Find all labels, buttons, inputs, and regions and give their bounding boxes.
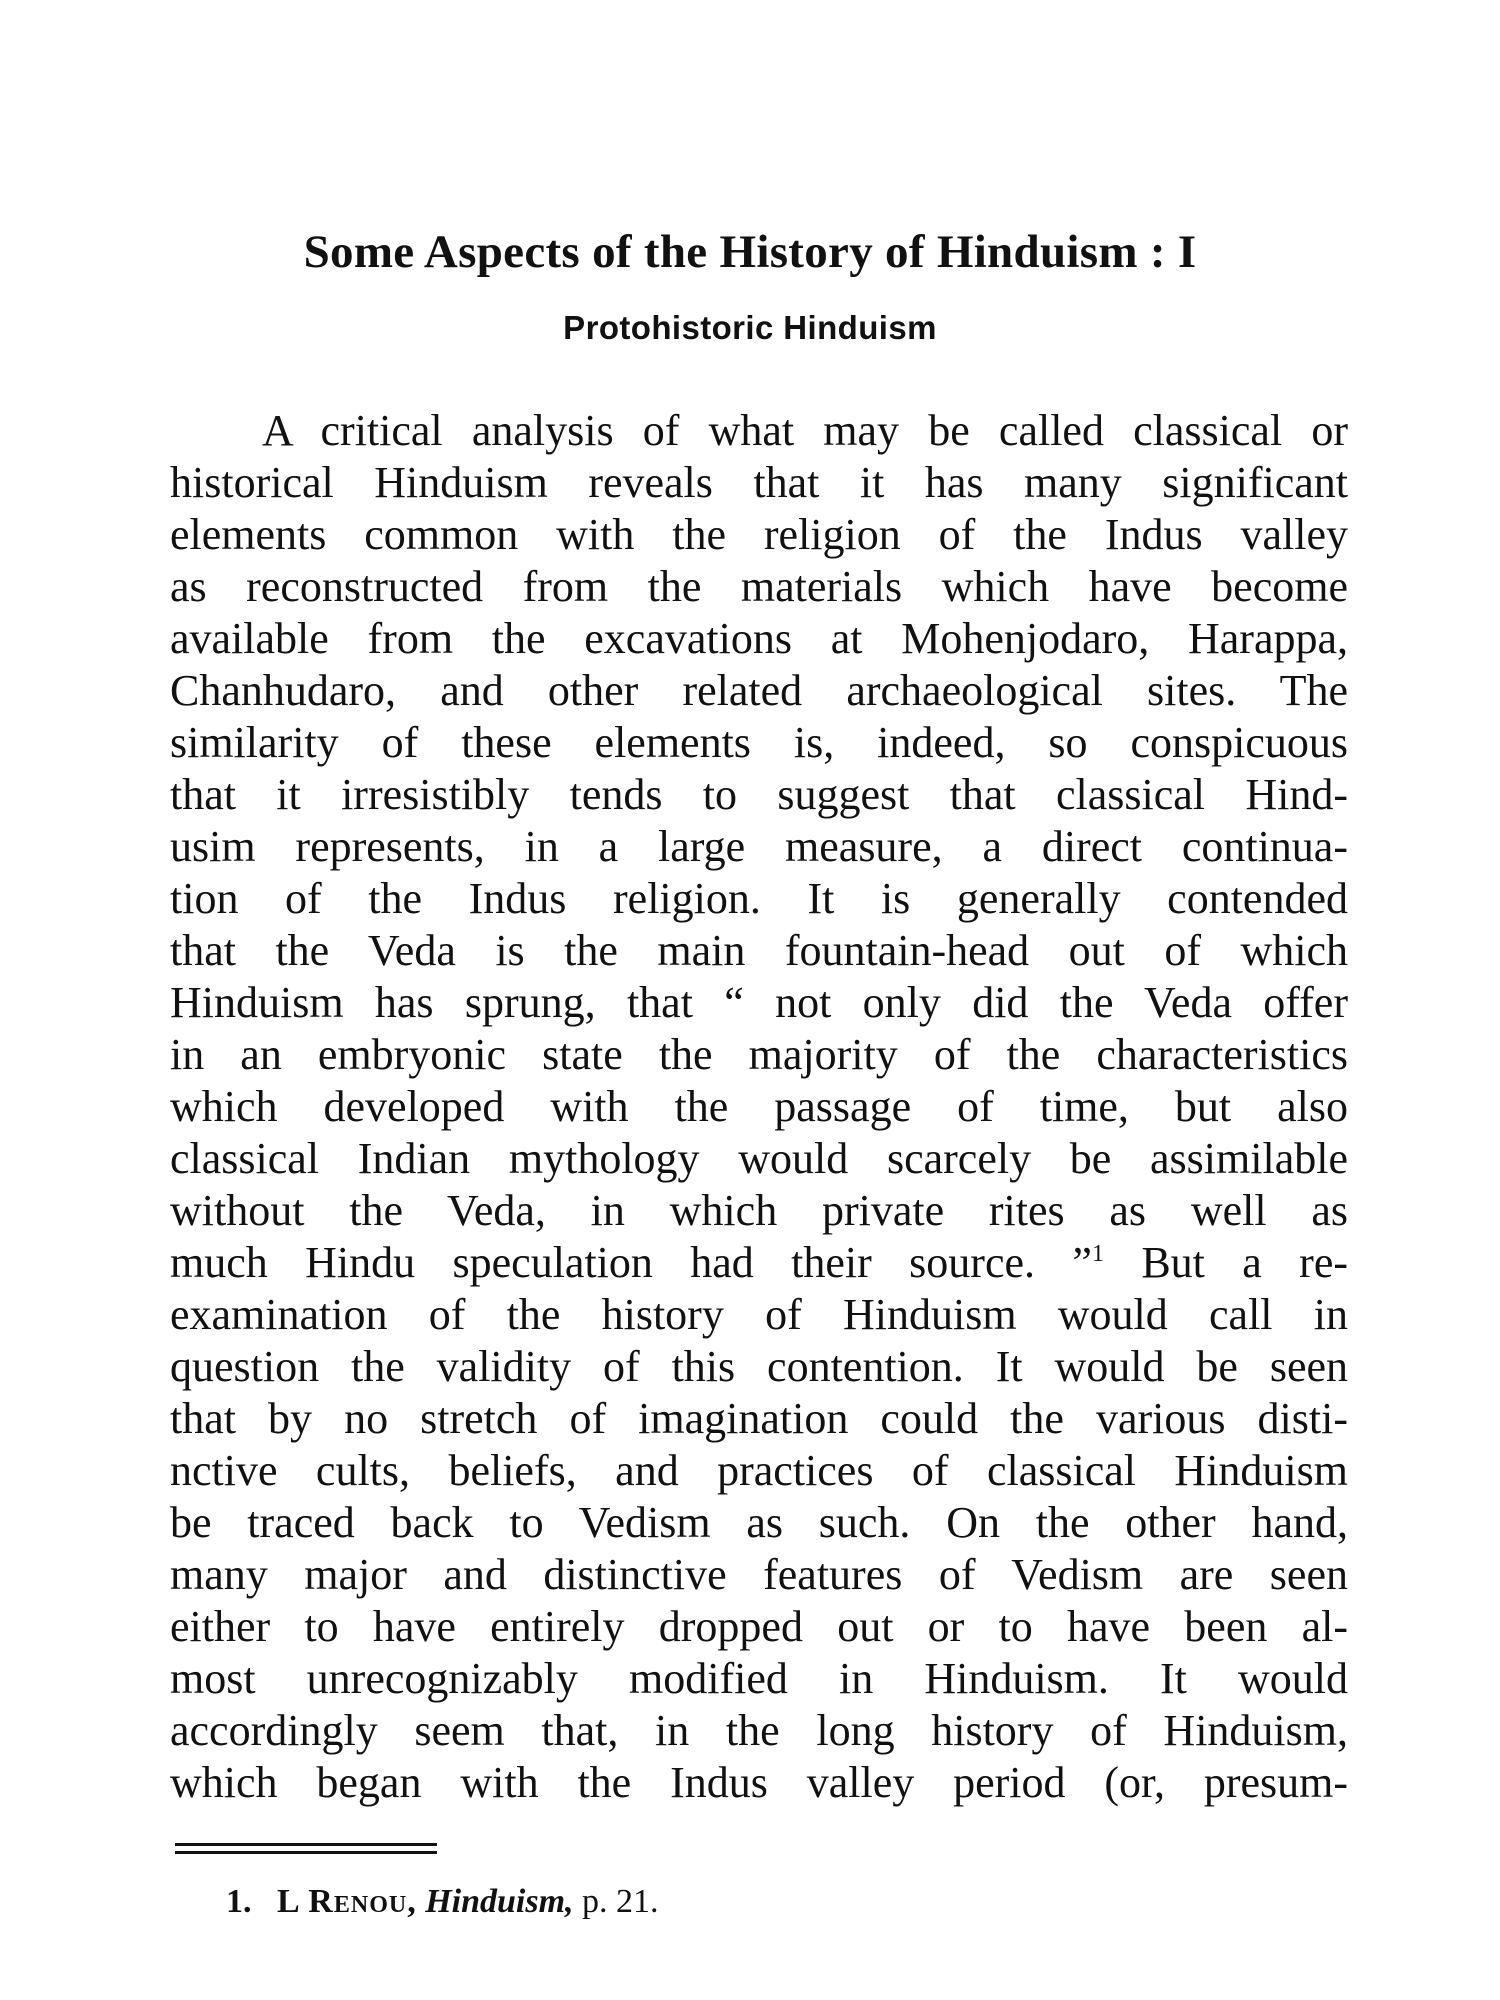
text-line: that it irresistibly tends to suggest that classical Hind- (170, 770, 1348, 819)
text-line: classical Indian mythology would scarcely be assimilable (170, 1134, 1348, 1183)
text-line: available from the excavations at Mohenjodaro, Harappa, (170, 614, 1348, 663)
text-segment: much Hindu speculation had their source. ” (170, 1238, 1092, 1287)
footnote-page: p. 21. (582, 1883, 659, 1920)
text-line: which began with the Indus valley period (or, presum- (170, 1758, 1348, 1807)
text-line: be traced back to Vedism as such. On the other hand, (170, 1498, 1348, 1547)
text-line: tion of the Indus religion. It is generally contended (170, 874, 1348, 923)
footnote-number: 1. (226, 1883, 252, 1920)
text-line: Chanhudaro, and other related archaeological sites. The (170, 666, 1348, 715)
text-line: similarity of these elements is, indeed, so conspicuous (170, 718, 1348, 767)
text-line: Hinduism has sprung, that “ not only did the Veda offer (170, 978, 1348, 1027)
footnote-book-title: Hinduism, (425, 1883, 574, 1920)
text-line: elements common with the religion of the Indus valley (170, 510, 1348, 559)
text-segment: But a re- (1141, 1238, 1348, 1287)
text-line: accordingly seem that, in the long history of Hinduism, (170, 1706, 1348, 1755)
text-line-with-footnote-ref (170, 1237, 1348, 1289)
text-line: most unrecognizably modified in Hinduism. It would (170, 1654, 1348, 1703)
text-line: that by no stretch of imagination could the various disti- (170, 1394, 1348, 1443)
footnote-separator-rule (175, 1851, 437, 1854)
chapter-title: Some Aspects of the History of Hinduism : I (303, 226, 1197, 278)
text-line: usim represents, in a large measure, a direct continua- (170, 822, 1348, 871)
footnote (226, 1880, 659, 1924)
footnote-author: L Renou, (277, 1883, 417, 1920)
text-line: which developed with the passage of time, but also (170, 1082, 1348, 1131)
text-line: either to have entirely dropped out or to have been al- (170, 1602, 1348, 1651)
body-paragraph (170, 405, 1348, 1809)
text-line: nctive cults, beliefs, and practices of classical Hinduism (170, 1446, 1348, 1495)
section-subtitle: Protohistoric Hinduism (563, 309, 937, 346)
footnote-reference: 1 (1091, 1241, 1104, 1267)
text-line: A critical analysis of what may be called classical or (262, 406, 1348, 455)
text-line: as reconstructed from the materials which have become (170, 562, 1348, 611)
text-line: that the Veda is the main fountain-head out of which (170, 926, 1348, 975)
text-line: without the Veda, in which private rites as well as (170, 1186, 1348, 1235)
text-line: many major and distinctive features of Vedism are seen (170, 1550, 1348, 1599)
text-line: examination of the history of Hinduism would call in (170, 1290, 1348, 1339)
text-line: question the validity of this contention. It would be seen (170, 1342, 1348, 1391)
text-line: historical Hinduism reveals that it has many significant (170, 458, 1348, 507)
text-line: in an embryonic state the majority of the characteristics (170, 1030, 1348, 1079)
footnote-separator-rule (175, 1843, 437, 1846)
